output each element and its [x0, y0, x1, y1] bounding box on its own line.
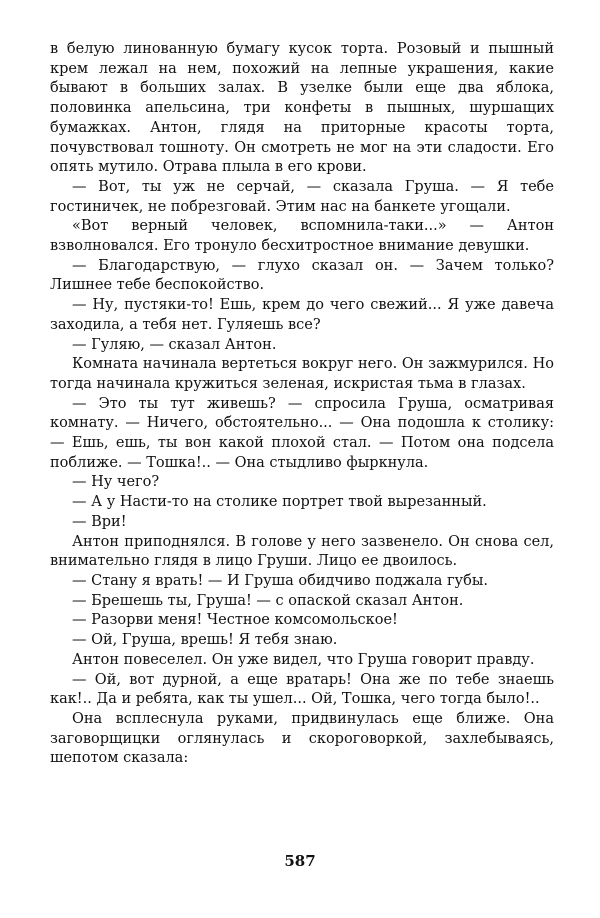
page-body — [50, 40, 554, 769]
paragraph: «Вот верный человек, вспомнила-таки...» — Антон взволновался. Его тронуло бесхитростное внимание девушки. — [50, 218, 554, 255]
paragraph: — Брешешь ты, Груша! — с опаской сказал Антон. — [72, 592, 464, 609]
paragraph: — Ну, пустяки-то! Ешь, крем до чего свежий... Я уже давеча заходила, а тебя нет. Гуляешь все? — [50, 297, 554, 333]
paragraph: — Гуляю, — сказал Антон. — [72, 336, 277, 353]
paragraph: — Ой, Груша, врешь! Я тебя знаю. — [72, 632, 338, 649]
paragraph: в белую линованную бумагу кусок торта. Розовый и пышный крем лежал на нем, похожий на лепные украшения, какие бывают в больших залах. В узелке были еще два яблока, половинка апельсина, три конфеты в пышных, шуршащих бумажках. Антон, глядя на приторные красоты торта, почувствовал тошноту. Он смотреть не мог на эти сладости. Его опять мутило. Отрава плыла в его крови. — [50, 41, 554, 176]
paragraph: — Стану я врать! — И Груша обидчиво поджала губы. — [72, 572, 488, 589]
paragraph: — А у Насти-то на столике портрет твой вырезанный. — [72, 494, 487, 511]
paragraph: — Разорви меня! Честное комсомольское! — [72, 612, 398, 629]
paragraph: Антон приподнялся. В голове у него зазвенело. Он снова сел, внимательно глядя в лицо Груши. Лицо ее двоилось. — [50, 533, 554, 570]
paragraph: — Благодарствую, — глухо сказал он. — Зачем только? Лишнее тебе беспокойство. — [50, 257, 554, 294]
paragraph: — Вот, ты уж не серчай, — сказала Груша. — Я тебе гостиничек, не побрезговай. Этим нас на банкете угощали. — [50, 178, 554, 215]
paragraph: — Ой, вот дурной, а еще вратарь! Она же по тебе знаешь как!.. Да и ребята, как ты ушел... Ой, Тошка, чего тогда было!.. — [50, 671, 554, 708]
paragraph: — Ври! — [72, 513, 127, 530]
paragraph: Она всплеснула руками, придвинулась еще ближе. Она заговорщицки оглянулась и скороговоркой, захлебываясь, шепотом сказала: — [50, 710, 554, 767]
paragraph: Комната начинала вертеться вокруг него. Он зажмурился. Но тогда начинала кружиться зеленая, искристая тьма в глазах. — [50, 356, 554, 392]
paragraph: — Это ты тут живешь? — спросила Груша, осматривая комнату. — Ничего, обстоятельно... — Она подошла к столику: — Ешь, ешь, ты вон какой плохой стал. — Потом она подсела поближе. — Тошка!.. — Она стыдливо фыркнула. — [50, 395, 554, 471]
paragraph: — Ну чего? — [72, 474, 160, 491]
paragraph: Антон повеселел. Он уже видел, что Груша говорит правду. — [72, 651, 535, 668]
page-number: 587 — [284, 852, 316, 870]
